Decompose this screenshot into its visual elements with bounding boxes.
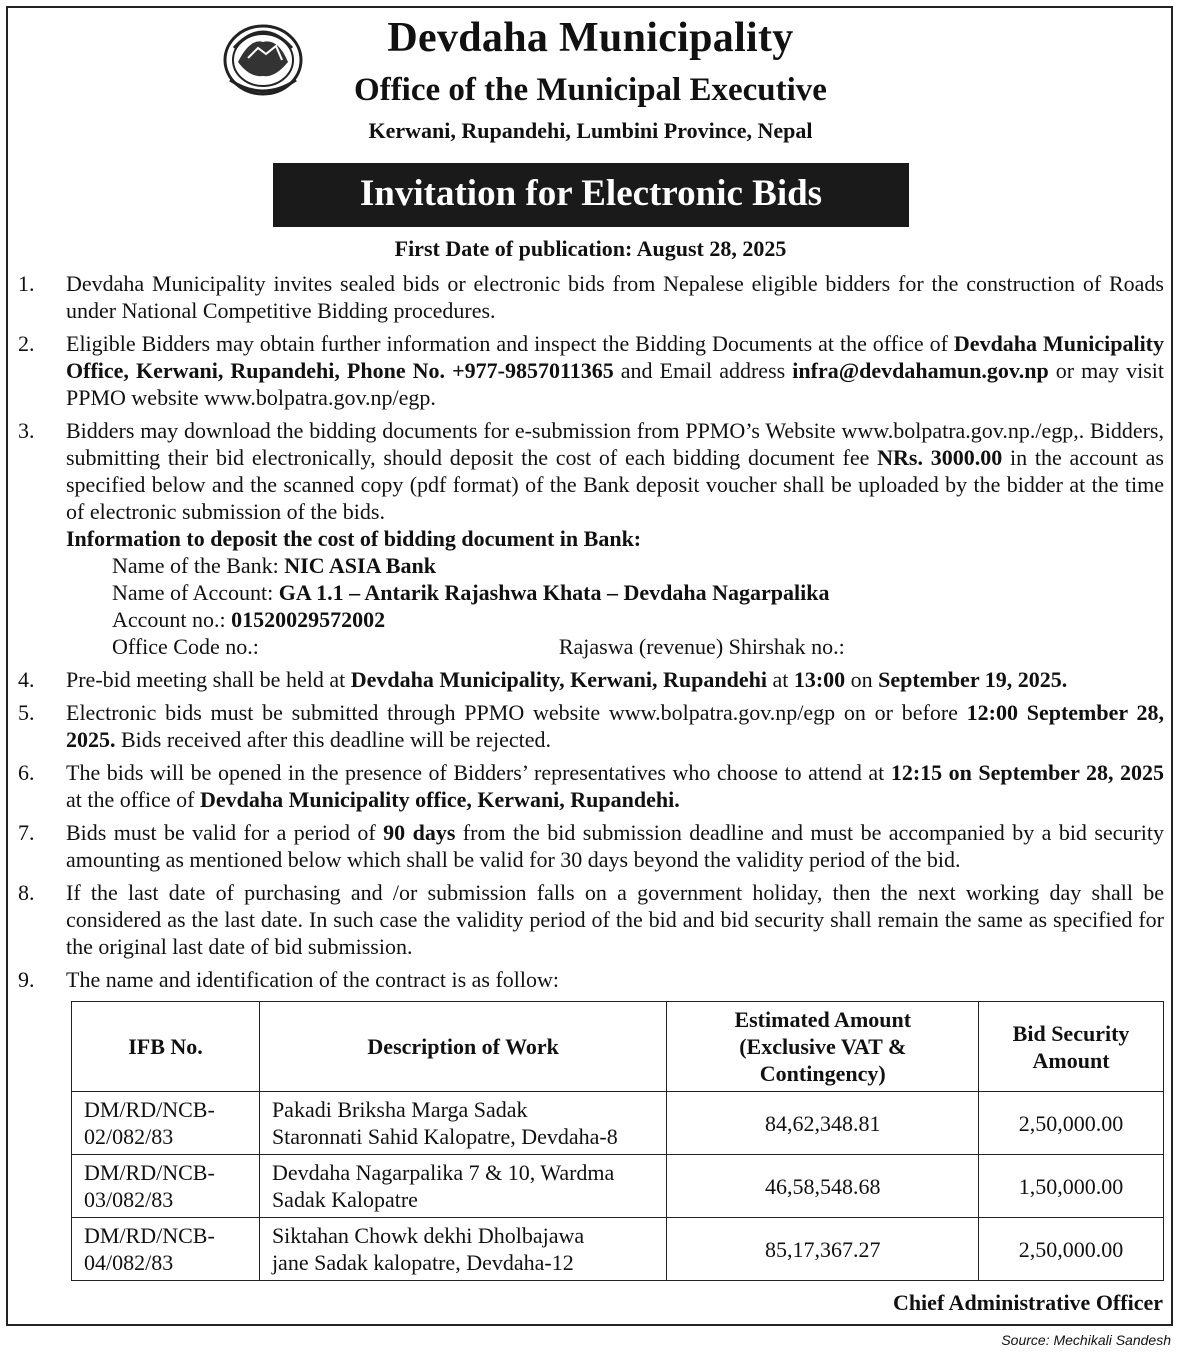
estimated-amount-cell: 85,17,367.27 xyxy=(667,1218,979,1281)
list-item xyxy=(18,417,1164,660)
item-number: 2. xyxy=(18,331,35,356)
item-number: 3. xyxy=(18,418,35,443)
header-line: Bid Security xyxy=(1012,1020,1130,1046)
email-address: infra@devdahamun.gov.np xyxy=(792,358,1049,383)
table-row xyxy=(72,1218,1164,1281)
bank-name-label: Name of the Bank: xyxy=(112,553,285,578)
item-number: 7. xyxy=(18,820,35,845)
text-run: in the account as specified below and the scanned copy (pdf format) of the Bank deposit voucher shall be uploaded by the bidder at the time of electronic submission of the bids. xyxy=(66,445,1164,524)
text-run: on xyxy=(845,667,879,692)
ifb-line: DM/RD/NCB- xyxy=(84,1223,215,1248)
source-credit: Source: Mechikali Sandesh xyxy=(1001,1332,1171,1348)
bid-security-cell: 2,50,000.00 xyxy=(979,1218,1164,1281)
list-item xyxy=(18,270,1164,324)
meeting-date: September 19, 2025. xyxy=(878,667,1068,692)
contract-table xyxy=(71,1001,1164,1281)
item-number: 6. xyxy=(18,760,35,785)
description-cell xyxy=(259,1155,666,1218)
item-text: If the last date of purchasing and /or submission falls on a government holiday, then the next working day shall be considered as the last date. In such case the validity period of the bid and bid security shall remain the same as specified for the original last date of bid submission. xyxy=(66,880,1164,959)
description-line: Sadak Kalopatre xyxy=(271,1187,418,1212)
item-number: 4. xyxy=(18,667,35,692)
text-run: or may visit PPMO website www.bolpatra.gov.np/egp. xyxy=(66,358,1164,410)
header-line: (Exclusive VAT & Contingency) xyxy=(739,1034,907,1086)
column-header-estimated-amount xyxy=(667,1002,979,1092)
bank-info xyxy=(66,525,1164,660)
item-text: The name and identification of the contract is as follow: xyxy=(66,967,560,992)
municipality-title: Devdaha Municipality xyxy=(387,15,794,61)
description-line: Staronnati Sahid Kalopatre, Devdaha-8 xyxy=(271,1124,618,1149)
office-contact: Devdaha Municipality Office, Kerwani, Rupandehi, Phone No. +977-9857011365 xyxy=(66,331,1165,383)
column-header-ifb: IFB No. xyxy=(72,1002,260,1092)
item-number: 9. xyxy=(18,967,35,992)
signatory: Chief Administrative Officer xyxy=(892,1290,1163,1315)
description-cell xyxy=(259,1092,666,1155)
description-line: Pakadi Briksha Marga Sadak xyxy=(271,1097,528,1122)
bank-name: NIC ASIA Bank xyxy=(284,553,436,578)
ifb-cell xyxy=(72,1092,260,1155)
text-run: The bids will be opened in the presence of Bidders’ representatives who choose to attend at xyxy=(66,760,891,785)
text-run: Eligible Bidders may obtain further information and inspect the Bidding Documents at the office of xyxy=(66,331,954,356)
account-name-label: Name of Account: xyxy=(112,580,279,605)
description-line: jane Sadak kalopatre, Devdaha-12 xyxy=(271,1250,574,1275)
column-header-description: Description of Work xyxy=(259,1002,666,1092)
description-line: Siktahan Chowk dekhi Dholbajawa xyxy=(271,1223,585,1248)
account-name: GA 1.1 – Antarik Rajashwa Khata – Devdaha Nagarpalika xyxy=(278,580,830,605)
item-text: Devdaha Municipality invites sealed bids or electronic bids from Nepalese eligible bidders for the construction of Roads under National Competitive Bidding procedures. xyxy=(66,271,1164,323)
office-address: Kerwani, Rupandehi, Lumbini Province, Nepal xyxy=(368,118,813,143)
account-no: 01520029572002 xyxy=(231,607,386,632)
item-text xyxy=(66,759,1164,813)
bank-heading: Information to deposit the cost of bidding document in Bank: xyxy=(66,526,642,551)
office-title: Office of the Municipal Executive xyxy=(354,72,827,108)
bid-security-cell: 2,50,000.00 xyxy=(979,1092,1164,1155)
bid-security-cell: 1,50,000.00 xyxy=(979,1155,1164,1218)
item-text xyxy=(66,819,1164,873)
account-no-label: Account no.: xyxy=(112,607,232,632)
office-code-label: Office Code no.: xyxy=(112,634,259,659)
revenue-label: Rajaswa (revenue) Shirshak no.: xyxy=(558,634,845,659)
item-number: 5. xyxy=(18,700,35,725)
list-item xyxy=(18,699,1164,753)
text-run: at the office of xyxy=(66,787,200,812)
ifb-cell xyxy=(72,1155,260,1218)
header-line: Estimated Amount xyxy=(734,1007,912,1032)
notice-banner: Invitation for Electronic Bids xyxy=(273,163,909,227)
ifb-cell xyxy=(72,1218,260,1281)
item-text xyxy=(66,417,1164,660)
submission-deadline: 12:00 September 28, 2025. xyxy=(66,700,1164,752)
ifb-line: 02/082/83 xyxy=(84,1124,174,1149)
ifb-line: 04/082/83 xyxy=(84,1250,174,1275)
table-row xyxy=(72,1092,1164,1155)
item-number: 8. xyxy=(18,880,35,905)
estimated-amount-cell: 46,58,548.68 xyxy=(667,1155,979,1218)
ifb-line: DM/RD/NCB- xyxy=(84,1160,215,1185)
text-run: Bids received after this deadline will be rejected. xyxy=(115,727,552,752)
notice-body xyxy=(18,270,1164,999)
opening-time: 12:15 on September 28, 2025 xyxy=(890,760,1164,785)
list-item xyxy=(18,759,1164,813)
meeting-time: 13:00 xyxy=(793,667,846,692)
text-run: Bidders may download the bidding documents for e-submission from PPMO’s Website www.bolpatra.gov.np./egp,. Bidders, submitting their bid electronically, should deposit the cost of each bidding document fee xyxy=(66,418,1164,470)
list-item xyxy=(18,819,1164,873)
item-text xyxy=(66,699,1164,753)
document-fee: NRs. 3000.00 xyxy=(877,445,1003,470)
description-line: Devdaha Nagarpalika 7 & 10, Wardma xyxy=(271,1160,615,1185)
validity-period: 90 days xyxy=(383,820,456,845)
table-header-row xyxy=(72,1002,1164,1092)
meeting-venue: Devdaha Municipality, Kerwani, Rupandehi xyxy=(350,667,767,692)
text-run: at xyxy=(766,667,794,692)
list-item xyxy=(18,879,1164,960)
publication-date: First Date of publication: August 28, 2025 xyxy=(394,236,787,261)
ifb-line: 03/082/83 xyxy=(84,1187,174,1212)
text-run: and Email address xyxy=(613,358,793,383)
header-line: Amount xyxy=(1032,1047,1110,1073)
opening-venue: Devdaha Municipality office, Kerwani, Rupandehi. xyxy=(199,787,680,812)
item-number: 1. xyxy=(18,271,35,296)
description-cell xyxy=(259,1218,666,1281)
text-run: Pre-bid meeting shall be held at xyxy=(66,667,351,692)
item-text xyxy=(66,330,1164,411)
text-run: Bids must be valid for a period of xyxy=(66,820,384,845)
list-item xyxy=(18,666,1164,693)
table-row xyxy=(72,1155,1164,1218)
column-header-bid-security xyxy=(979,1002,1164,1092)
item-text xyxy=(66,666,1164,693)
ifb-line: DM/RD/NCB- xyxy=(84,1097,215,1122)
list-item xyxy=(18,966,1164,993)
text-run: Electronic bids must be submitted through PPMO website www.bolpatra.gov.np/egp on or before xyxy=(66,700,967,725)
text-run: from the bid submission deadline and must be accompanied by a bid security amounting as mentioned below which shall be valid for 30 days beyond the validity period of the bid. xyxy=(66,820,1164,872)
list-item xyxy=(18,330,1164,411)
estimated-amount-cell: 84,62,348.81 xyxy=(667,1092,979,1155)
